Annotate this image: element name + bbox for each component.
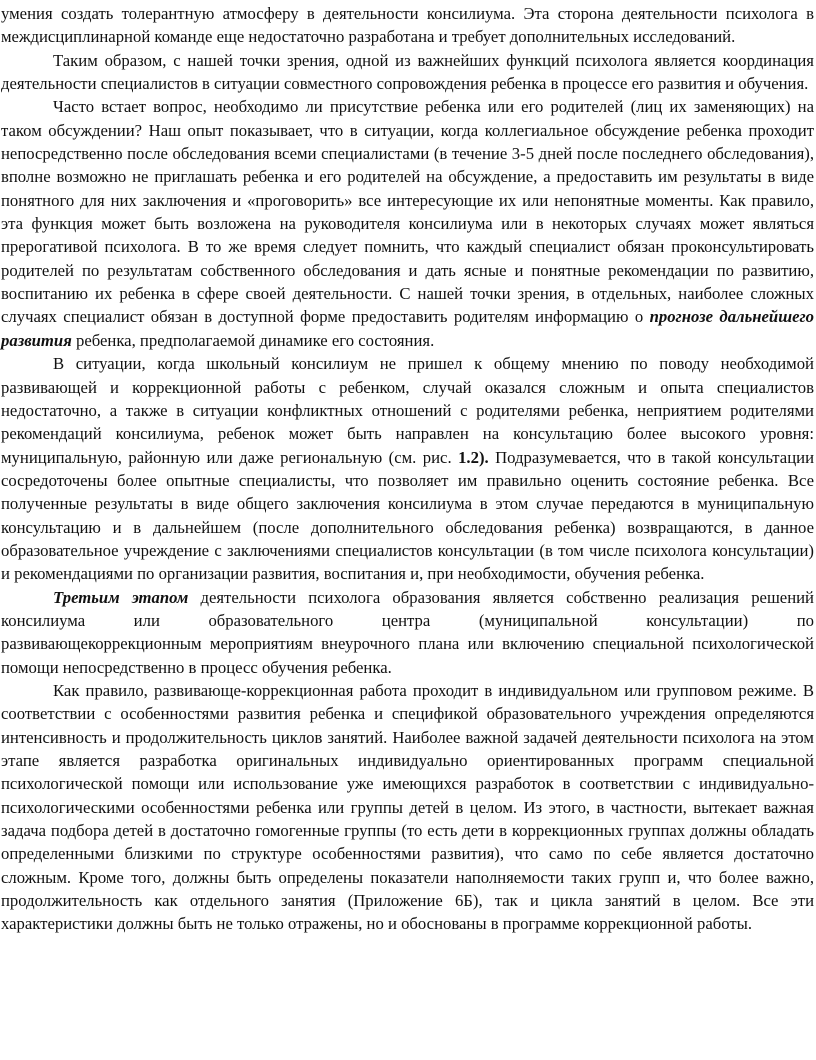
paragraph-text: ребенка, предполагаемой динамике его состояния. — [71, 330, 435, 350]
paragraph-text: деятельности психолога образования является собственно реализация решений консилиума или образовательного центра (муниципальной консультации) по — [1, 587, 814, 630]
paragraph-text: Как правило, развивающе-коррекционная работа проходит в индивидуальном или групповом режиме. В соответствии с особенностями развития ребенка и спецификой образовательного учреждения определяются интенсивность и продолжительность циклов занятий. Наиболее важной задачей деятельности психолога на этом этапе является разработка оригинальных индивидуально ориентированных программ специальной психологической помощи или использование уже имеющихся разработок в соответствии с индивидуально-психологическими особенностями ребенка или группы детей в целом. Из этого, в частности, вытекает важная задача подбора детей в достаточно гомогенные группы (то есть дети в коррекционных группах должны обладать определенными близкими по структуре особенностями развития), что само по себе является достаточно сложным. Кроме того, должны быть определены показатели наполняемости таких групп и, что более важно, продолжительность как отдельного занятия (Приложение 6Б), так и цикла занятий в целом. Все эти характеристики должны быть не только отражены, но и обоснованы в программе коррекционной работы. — [1, 680, 814, 934]
paragraph-third-stage — [1, 586, 814, 633]
emphasis-forecast: прогнозе дальнейшего развития — [1, 307, 815, 350]
emphasis-third-stage: Третьим этапом — [53, 587, 189, 607]
paragraph-text: Таким образом, с нашей точки зрения, одной из важнейших функций психолога является координация деятельности специалистов в ситуации совместного сопровождения ребенка в процессе его развития и обучения. — [1, 50, 814, 94]
paragraph-third-stage-continued — [1, 632, 814, 679]
paragraph-text: В ситуации, когда школьный консилиум не пришел к общему мнению по поводу необходимой развивающей и коррекционной работы с ребенком, случай оказался сложным и опыта специалистов недостаточно, а также в ситуации конфликтных отношений с родителями ребенка, неприятием родителями рекомендаций консилиума, ребенок может быть направлен на консультацию более высокого уровня: муниципальную, районную или даже региональную (см. рис. — [1, 354, 814, 467]
paragraph-correction-work — [1, 679, 814, 936]
paragraph-parents-presence — [1, 95, 814, 352]
paragraph-higher-consultation — [1, 352, 814, 585]
paragraph-continuation — [1, 2, 814, 49]
figure-reference: 1.2). — [458, 447, 489, 467]
paragraph-text: развивающекоррекционным мероприятиям внеурочного плана или включению специальной психологической помощи непосредственно в процесс обучения ребенка. — [1, 634, 814, 677]
paragraph-text: умения создать толерантную атмосферу в деятельности консилиума. Эта сторона деятельности психолога в междисциплинарной команде еще недостаточно разработана и требует дополнительных исследований. — [1, 4, 814, 47]
paragraph-text: Часто встает вопрос, необходимо ли присутствие ребенка или его родителей (лиц их заменяющих) на таком обсуждении? Наш опыт показывает, что в ситуации, когда коллегиальное обсуждение ребенка проходит непосредственно после обследования всеми специалистами (в течение 3-5 дней после последнего обследования), вполне возможно не приглашать ребенка и его родителей на обсуждение, а предоставить им результаты в виде понятного для них заключения и «проговорить» все интересующие их или непонятные моменты. Как правило, эта функция может быть возложена на руководителя консилиума или в некоторых случаях может являться прерогативой психолога. В то же время следует помнить, что каждый специалист обязан проконсультировать родителей по результатам собственного обследования и дать ясные и понятные рекомендации по развитию, воспитанию их ребенка в сфере своей деятельности. С нашей точки зрения, в отдельных, наиболее сложных случаях специалист обязан в доступной форме предоставить родителям информацию о — [1, 97, 814, 327]
paragraph-coordination — [1, 49, 814, 96]
paragraph-text: Подразумевается, что в такой консультации сосредоточены более опытные специалисты, что позволяет им правильно оценить состояние ребенка. Все полученные результаты в виде общего заключения консилиума в этом случае передаются в муниципальную консультацию и в дальнейшем (после дополнительного обследования ребенка) возвращаются, в данное образовательное учреждение с заключениями специалистов консультации (в том числе психолога консультации) и рекомендациями по организации развития, воспитания и, при необходимости, обучения ребенка. — [1, 447, 814, 584]
